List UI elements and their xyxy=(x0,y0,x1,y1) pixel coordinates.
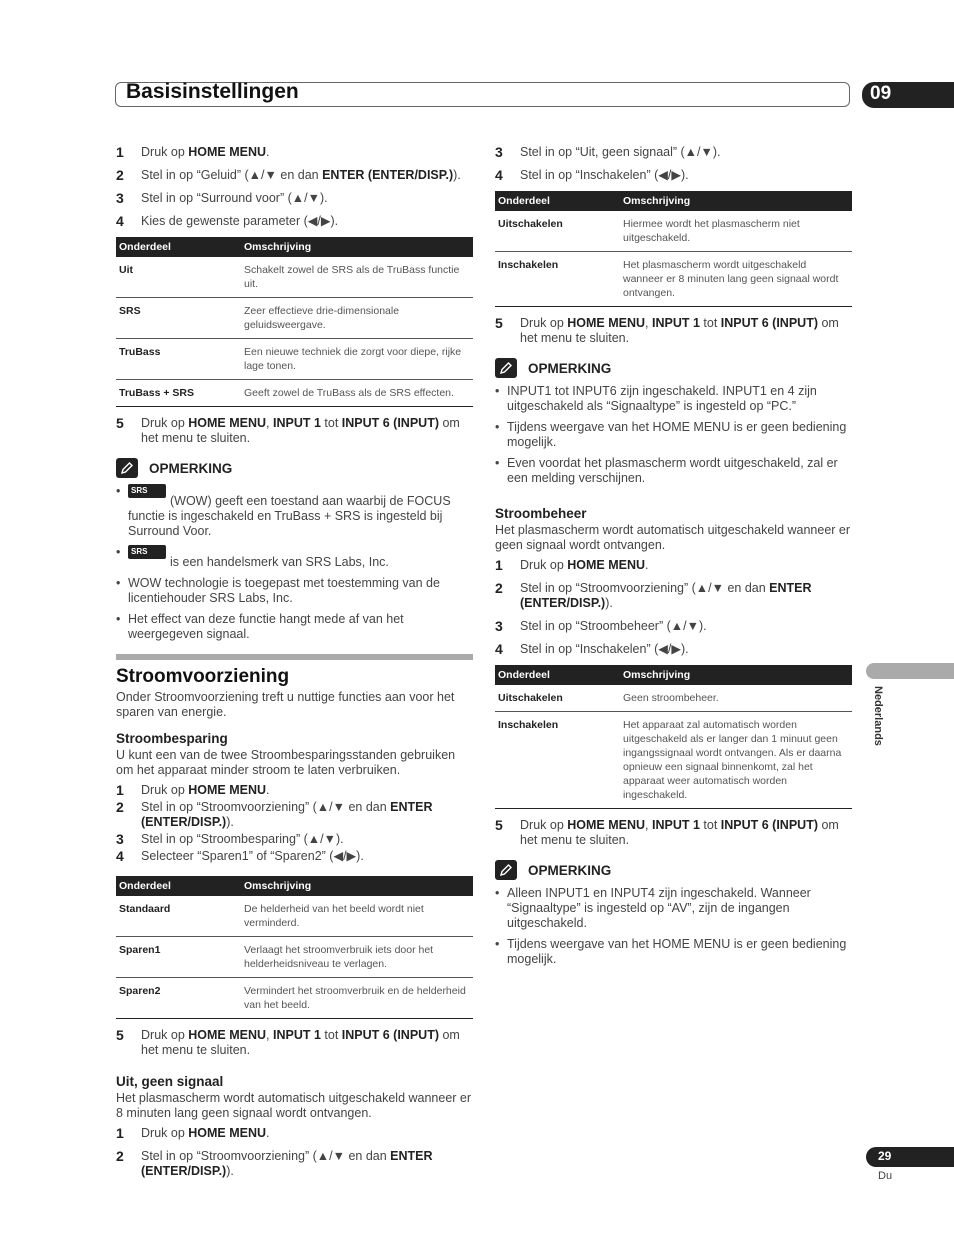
step xyxy=(116,783,473,798)
subsection-title-stroombeheer: Stroombeheer xyxy=(495,506,587,521)
step-text: Stel in op “Inschakelen” (◀/▶). xyxy=(520,642,689,656)
step-text: Selecteer “Sparen1” of “Sparen2” (◀/▶). xyxy=(141,849,364,863)
steps-uit-geen-signaal xyxy=(116,1126,473,1179)
note-item xyxy=(116,484,473,539)
item-cell: Standaard xyxy=(116,896,241,937)
note-text: Het effect van deze functie hangt mede af van het weergegeven signaal. xyxy=(128,612,404,641)
step-number: 4 xyxy=(495,641,503,657)
step xyxy=(495,619,852,634)
step-5-right-1 xyxy=(495,316,852,346)
table-row xyxy=(495,685,852,712)
description-cell: Verlaagt het stroomverbruik iets door het helderheidsniveau te verlagen. xyxy=(241,937,473,978)
step xyxy=(495,168,852,183)
note-text: is een handelsmerk van SRS Labs, Inc. xyxy=(170,555,389,569)
table-header-row xyxy=(116,237,473,257)
table-surround xyxy=(116,237,473,407)
table-row xyxy=(495,252,852,307)
subsection-title-uit-geen-signaal: Uit, geen signaal xyxy=(116,1074,224,1089)
step xyxy=(116,832,473,847)
column-header: Omschrijving xyxy=(620,191,852,211)
step-text: Druk op HOME MENU. xyxy=(520,558,649,572)
subsection-intro: Het plasmascherm wordt automatisch uitgeschakeld wanneer er geen signaal wordt ontvangen. xyxy=(495,523,851,552)
step-text: Stel in op “Uit, geen signaal” (▲/▼). xyxy=(520,145,721,159)
step-number: 1 xyxy=(495,557,503,573)
description-cell: Schakelt zowel de SRS als de TruBass functie uit. xyxy=(241,257,473,298)
item-cell: Inschakelen xyxy=(495,252,620,307)
description-cell: Het apparaat zal automatisch worden uitgeschakeld als er langer dan 1 minuut geen ingangssignaal wordt ontvangen. Als er daarna opnieuw een signaal binnenkomt, zal het apparaat weer automatisch worden ingeschakeld. xyxy=(620,712,852,809)
section-title: Stroomvoorziening xyxy=(116,666,290,687)
note-header xyxy=(495,358,852,378)
step xyxy=(116,416,473,446)
step-number: 2 xyxy=(116,167,124,183)
page-title: Basisinstellingen xyxy=(126,80,299,103)
step-number: 2 xyxy=(116,799,124,815)
step-5-stroombeheer xyxy=(495,818,852,848)
note-list-srs xyxy=(116,484,473,642)
item-cell: SRS xyxy=(116,298,241,339)
step-text: Stel in op “Stroomvoorziening” (▲/▼ en dan ENTER (ENTER/DISP.)). xyxy=(141,1149,433,1178)
language-side-tab xyxy=(866,663,954,679)
note-item xyxy=(116,545,473,570)
note-item: • Tijdens weergave van het HOME MENU is er geen bediening mogelijk. xyxy=(495,420,852,450)
column-header: Omschrijving xyxy=(241,876,473,896)
step-number: 1 xyxy=(116,144,124,160)
step-text: Stel in op “Inschakelen” (◀/▶). xyxy=(520,168,689,182)
item-cell: Uitschakelen xyxy=(495,211,620,252)
note-text: WOW technologie is toegepast met toestemming van de licentiehouder SRS Labs, Inc. xyxy=(128,576,440,605)
item-cell: Sparen2 xyxy=(116,978,241,1019)
table-row xyxy=(495,211,852,252)
srs-wow-logo-icon: SRS WOW xyxy=(128,545,166,559)
table-row xyxy=(116,937,473,978)
step-text: Stel in op “Stroomvoorziening” (▲/▼ en dan ENTER (ENTER/DISP.)). xyxy=(520,581,812,610)
description-cell: Een nieuwe techniek die zorgt voor diepe, rijke lage tonen. xyxy=(241,339,473,380)
step xyxy=(495,316,852,346)
table-row xyxy=(116,380,473,407)
column-header: Omschrijving xyxy=(241,237,473,257)
step-number: 3 xyxy=(495,144,503,160)
description-cell: Hiermee wordt het plasmascherm niet uitgeschakeld. xyxy=(620,211,852,252)
table-row xyxy=(116,257,473,298)
description-cell: Zeer effectieve drie-dimensionale geluidsweergave. xyxy=(241,298,473,339)
note-item: • Alleen INPUT1 en INPUT4 zijn ingeschakeld. Wanneer “Signaaltype” is ingesteld op “AV”, zijn de ingangen uitgeschakeld. xyxy=(495,886,852,931)
step-number: 5 xyxy=(116,415,124,431)
item-cell: TruBass + SRS xyxy=(116,380,241,407)
step-text: Druk op HOME MENU, INPUT 1 tot INPUT 6 (INPUT) om het menu te sluiten. xyxy=(520,818,839,847)
step-5-left-1 xyxy=(116,416,473,446)
note-pencil-icon xyxy=(495,860,517,880)
step-text: Druk op HOME MENU. xyxy=(141,145,270,159)
step-number: 2 xyxy=(495,580,503,596)
step-number: 4 xyxy=(495,167,503,183)
step-text: Stel in op “Stroomvoorziening” (▲/▼ en dan ENTER (ENTER/DISP.)). xyxy=(141,800,433,829)
item-cell: TruBass xyxy=(116,339,241,380)
steps-stroombeheer xyxy=(495,558,852,657)
step xyxy=(495,581,852,611)
item-cell: Sparen1 xyxy=(116,937,241,978)
section-intro: Onder Stroomvoorziening treft u nuttige functies aan voor het sparen van energie. xyxy=(116,690,455,719)
note-title: OPMERKING xyxy=(149,460,233,476)
step-text: Druk op HOME MENU, INPUT 1 tot INPUT 6 (INPUT) om het menu te sluiten. xyxy=(141,416,460,445)
step xyxy=(116,214,473,229)
step xyxy=(116,1149,473,1179)
page-number: 29 xyxy=(866,1147,954,1167)
step-5-stroombesparing xyxy=(116,1028,473,1058)
note-header xyxy=(495,860,852,880)
step-number: 3 xyxy=(116,831,124,847)
step-number: 3 xyxy=(116,190,124,206)
table-header-row xyxy=(495,665,852,685)
column-header: Omschrijving xyxy=(620,665,852,685)
step-number: 4 xyxy=(116,213,124,229)
step-text: Druk op HOME MENU, INPUT 1 tot INPUT 6 (INPUT) om het menu te sluiten. xyxy=(141,1028,460,1057)
step-text: Druk op HOME MENU, INPUT 1 tot INPUT 6 (INPUT) om het menu te sluiten. xyxy=(520,316,839,345)
step-text: Stel in op “Geluid” (▲/▼ en dan ENTER (ENTER/DISP.)). xyxy=(141,168,461,182)
step-number: 1 xyxy=(116,782,124,798)
step-text: Stel in op “Stroombeheer” (▲/▼). xyxy=(520,619,707,633)
description-cell: De helderheid van het beeld wordt niet verminderd. xyxy=(241,896,473,937)
table-header-row xyxy=(495,191,852,211)
table-row xyxy=(116,339,473,380)
step xyxy=(495,145,852,160)
description-cell: Geeft zowel de TruBass als de SRS effecten. xyxy=(241,380,473,407)
step-text: Druk op HOME MENU. xyxy=(141,783,270,797)
note-pencil-icon xyxy=(116,458,138,478)
step xyxy=(495,558,852,573)
item-cell: Uitschakelen xyxy=(495,685,620,712)
step xyxy=(116,800,473,830)
steps-right-1 xyxy=(495,145,852,183)
description-cell: Vermindert het stroomverbruik en de helderheid van het beeld. xyxy=(241,978,473,1019)
right-column xyxy=(495,145,852,973)
note-pencil-icon xyxy=(495,358,517,378)
step-number: 4 xyxy=(116,848,124,864)
table-stroombeheer xyxy=(495,665,852,809)
step xyxy=(116,849,473,864)
note-item xyxy=(116,612,473,642)
column-header: Onderdeel xyxy=(495,665,620,685)
step xyxy=(116,1028,473,1058)
note-item xyxy=(116,576,473,606)
srs-wow-logo-icon: SRS WOW xyxy=(128,484,166,498)
subsection-title-stroombesparing: Stroombesparing xyxy=(116,731,228,746)
subsection-intro: U kunt een van de twee Stroombesparingsstanden gebruiken om het apparaat minder stroom te laten verbruiken. xyxy=(116,748,456,777)
column-header: Onderdeel xyxy=(116,237,241,257)
description-cell: Geen stroombeheer. xyxy=(620,685,852,712)
column-header: Onderdeel xyxy=(116,876,241,896)
step xyxy=(116,145,473,160)
step-text: Kies de gewenste parameter (◀/▶). xyxy=(141,214,339,228)
description-cell: Het plasmascherm wordt uitgeschakeld wanneer er 8 minuten lang geen signaal wordt ontvangen. xyxy=(620,252,852,307)
section-divider xyxy=(116,654,473,660)
step-number: 3 xyxy=(495,618,503,634)
step-number: 5 xyxy=(116,1027,124,1043)
step xyxy=(116,168,473,183)
steps-stroombesparing xyxy=(116,783,473,864)
step xyxy=(495,642,852,657)
table-header-row xyxy=(116,876,473,896)
table-row xyxy=(116,298,473,339)
column-header: Onderdeel xyxy=(495,191,620,211)
note-item: • Tijdens weergave van het HOME MENU is er geen bediening mogelijk. xyxy=(495,937,852,967)
language-side-label: Nederlands xyxy=(872,686,884,746)
note-item: • Even voordat het plasmascherm wordt uitgeschakeld, zal er een melding verschijnen. xyxy=(495,456,852,486)
note-item: • INPUT1 tot INPUT6 zijn ingeschakeld. INPUT1 en 4 zijn uitgeschakeld als “Signaaltype” is ingesteld op “PC.” xyxy=(495,384,852,414)
table-row xyxy=(116,896,473,937)
table-stroombesparing xyxy=(116,876,473,1019)
step-text: Druk op HOME MENU. xyxy=(141,1126,270,1140)
subsection-intro: Het plasmascherm wordt automatisch uitgeschakeld wanneer er 8 minuten lang geen signaal wordt ontvangen. xyxy=(116,1091,472,1120)
note-title: OPMERKING xyxy=(528,862,612,878)
step xyxy=(495,818,852,848)
step-number: 5 xyxy=(495,817,503,833)
left-column xyxy=(116,145,473,1187)
table-row xyxy=(495,712,852,809)
step-number: 2 xyxy=(116,1148,124,1164)
note-text: (WOW) geeft een toestand aan waarbij de FOCUS functie is ingeschakeld en TruBass + SRS is ingesteld bij Surround Voor. xyxy=(128,494,451,538)
item-cell: Inschakelen xyxy=(495,712,620,809)
step xyxy=(116,191,473,206)
item-cell: Uit xyxy=(116,257,241,298)
chapter-number: 09 xyxy=(862,82,954,108)
table-row xyxy=(116,978,473,1019)
note-list-stroombeheer xyxy=(495,886,852,967)
note-title: OPMERKING xyxy=(528,360,612,376)
step-text: Stel in op “Stroombesparing” (▲/▼). xyxy=(141,832,344,846)
note-header xyxy=(116,458,473,478)
step-text: Stel in op “Surround voor” (▲/▼). xyxy=(141,191,328,205)
step-number: 5 xyxy=(495,315,503,331)
step-number: 1 xyxy=(116,1125,124,1141)
step xyxy=(116,1126,473,1141)
table-uit-geen-signaal xyxy=(495,191,852,307)
steps-left-1 xyxy=(116,145,473,229)
note-list-input xyxy=(495,384,852,486)
page-language-code: Du xyxy=(878,1170,893,1182)
